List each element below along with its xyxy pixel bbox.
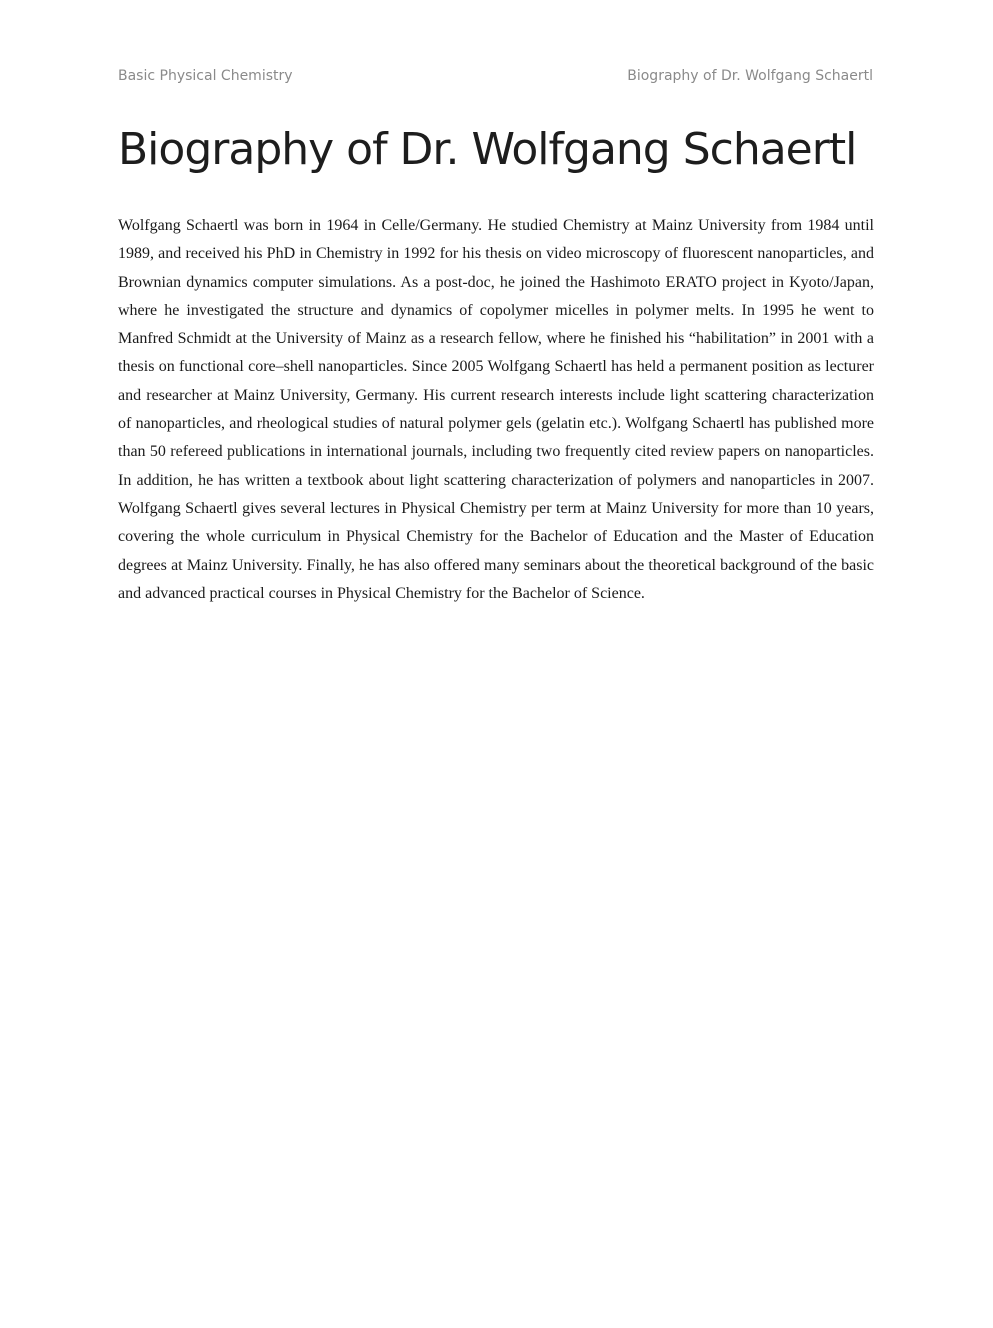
page-title: Biography of Dr. Wolfgang Schaertl xyxy=(118,124,857,175)
header-book-title: Basic Physical Chemistry xyxy=(118,68,293,84)
header-chapter-title: Biography of Dr. Wolfgang Schaertl xyxy=(627,68,873,84)
biography-paragraph: Wolfgang Schaertl was born in 1964 in Celle/Germany. He studied Chemistry at Mainz University from 1984 until 1989, and received his PhD in Chemistry in 1992 for his thesis on video microscopy of fluorescent nanoparticles, and Brownian dynamics computer simulations. As a post-doc, he joined the Hashimoto ERATO project in Kyoto/Japan, where he investigated the structure and dynamics of copolymer micelles in polymer melts. In 1995 he went to Manfred Schmidt at the University of Mainz as a research fellow, where he finished his “habilitation” in 2001 with a thesis on functional core–shell nanoparticles. Since 2005 Wolfgang Schaertl has held a permanent position as lecturer and researcher at Mainz University, Germany. His current research interests include light scattering characterization of nanoparticles, and rheological studies of natural polymer gels (gelatin etc.). Wolfgang Schaertl has published more than 50 refereed publications in international journals, including two frequently cited review papers on nanoparticles. In addition, he has written a textbook about light scattering characterization of polymers and nanoparticles in 2007. Wolfgang Schaertl gives several lectures in Physical Chemistry per term at Mainz University for more than 10 years, covering the whole curriculum in Physical Chemistry for the Bachelor of Education and the Master of Education degrees at Mainz University. Finally, he has also offered many seminars about the theoretical background of the basic and advanced practical courses in Physical Chemistry for the Bachelor of Science. xyxy=(118,217,874,602)
running-header xyxy=(118,68,873,88)
